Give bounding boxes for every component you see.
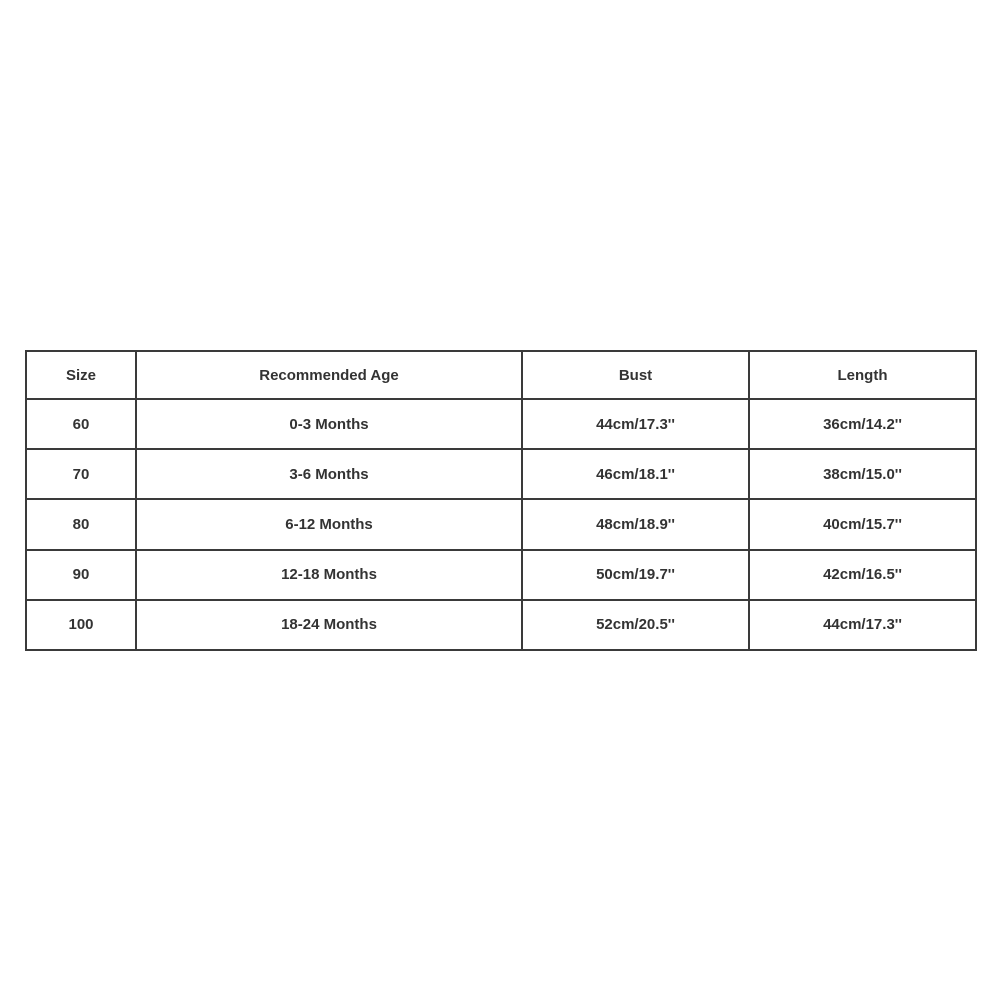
cell-length: 42cm/16.5''	[749, 550, 976, 600]
cell-size: 80	[26, 499, 136, 549]
cell-length: 40cm/15.7''	[749, 499, 976, 549]
header-size: Size	[26, 351, 136, 399]
cell-length: 36cm/14.2''	[749, 399, 976, 449]
cell-age: 3-6 Months	[136, 449, 522, 499]
cell-age: 0-3 Months	[136, 399, 522, 449]
cell-bust: 50cm/19.7''	[522, 550, 749, 600]
table-row	[26, 399, 976, 449]
size-chart-table	[25, 350, 977, 651]
table-row	[26, 600, 976, 650]
cell-size: 70	[26, 449, 136, 499]
header-recommended-age: Recommended Age	[136, 351, 522, 399]
header-length: Length	[749, 351, 976, 399]
table-row	[26, 550, 976, 600]
cell-bust: 48cm/18.9''	[522, 499, 749, 549]
cell-length: 38cm/15.0''	[749, 449, 976, 499]
cell-size: 100	[26, 600, 136, 650]
cell-age: 12-18 Months	[136, 550, 522, 600]
table-row	[26, 449, 976, 499]
table-row	[26, 499, 976, 549]
cell-length: 44cm/17.3''	[749, 600, 976, 650]
cell-size: 90	[26, 550, 136, 600]
header-row	[26, 351, 976, 399]
cell-bust: 44cm/17.3''	[522, 399, 749, 449]
cell-age: 18-24 Months	[136, 600, 522, 650]
header-bust: Bust	[522, 351, 749, 399]
cell-size: 60	[26, 399, 136, 449]
cell-bust: 46cm/18.1''	[522, 449, 749, 499]
cell-age: 6-12 Months	[136, 499, 522, 549]
cell-bust: 52cm/20.5''	[522, 600, 749, 650]
